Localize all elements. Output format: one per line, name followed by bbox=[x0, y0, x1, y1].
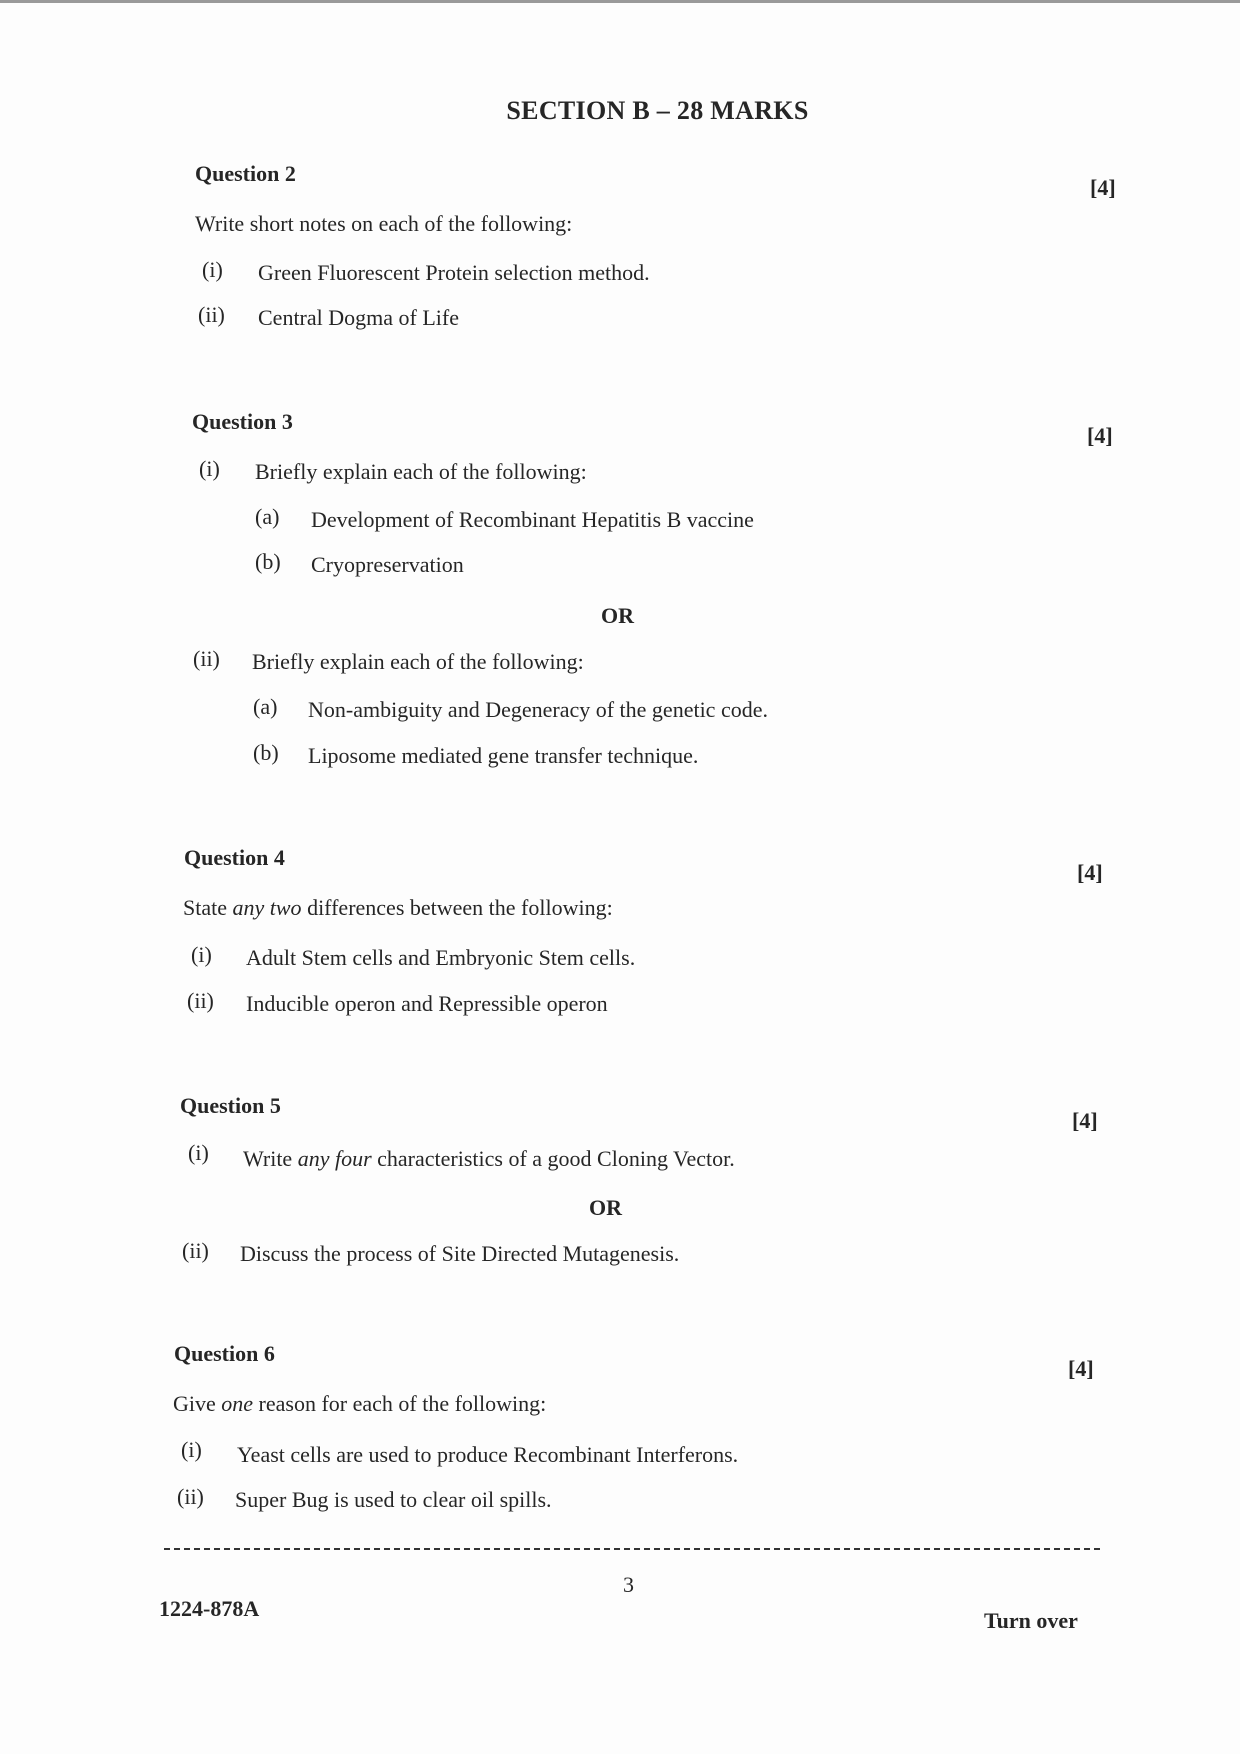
question-5-item-1-pre: Write bbox=[243, 1146, 293, 1171]
question-5-marks: [4] bbox=[1072, 1108, 1098, 1133]
question-2-title: Question 2 bbox=[195, 161, 296, 186]
footer-dashed-rule bbox=[164, 1548, 1100, 1550]
question-6-item-1-text: Yeast cells are used to produce Recombinant Interferons. bbox=[237, 1442, 739, 1467]
question-3-part-1-sub-b-num: (b) bbox=[255, 549, 281, 574]
question-4-marks: [4] bbox=[1077, 860, 1103, 885]
section-title: SECTION B – 28 MARKS bbox=[506, 96, 809, 125]
page-top-edge bbox=[0, 0, 1240, 3]
question-4-item-2-num: (ii) bbox=[187, 988, 214, 1013]
question-2-marks: [4] bbox=[1090, 175, 1116, 200]
question-6-title: Question 6 bbox=[174, 1341, 275, 1366]
question-4-item-2-text: Inducible operon and Repressible operon bbox=[246, 991, 608, 1016]
question-4-title: Question 4 bbox=[184, 845, 285, 870]
question-4-intro bbox=[183, 895, 613, 921]
question-3-title: Question 3 bbox=[192, 409, 293, 434]
question-3-part-2-sub-a-text: Non-ambiguity and Degeneracy of the genetic code. bbox=[308, 697, 768, 722]
question-6-marks: [4] bbox=[1068, 1356, 1094, 1381]
question-5-item-2-num: (ii) bbox=[182, 1238, 209, 1263]
question-3-part-1-sub-b-text: Cryopreservation bbox=[311, 552, 464, 577]
question-3-part-2-text: Briefly explain each of the following: bbox=[252, 649, 584, 674]
question-5-item-1-post: characteristics of a good Cloning Vector. bbox=[377, 1146, 735, 1171]
question-3-or: OR bbox=[601, 603, 634, 628]
question-2-item-1-text: Green Fluorescent Protein selection method. bbox=[258, 260, 650, 285]
question-4-intro-pre: State bbox=[183, 895, 227, 920]
question-3-part-2-num: (ii) bbox=[193, 646, 220, 671]
question-6-intro bbox=[173, 1391, 546, 1417]
question-2-item-1-num: (i) bbox=[202, 257, 223, 282]
question-3-part-1-num: (i) bbox=[199, 456, 220, 481]
question-6-item-2-num: (ii) bbox=[177, 1484, 204, 1509]
question-5-title: Question 5 bbox=[180, 1093, 281, 1118]
question-2-intro: Write short notes on each of the following: bbox=[195, 211, 573, 236]
question-5-item-2-text: Discuss the process of Site Directed Mutagenesis. bbox=[240, 1241, 680, 1266]
question-5-item-1-text bbox=[243, 1146, 735, 1172]
turn-over-label: Turn over bbox=[984, 1608, 1078, 1633]
page-number: 3 bbox=[623, 1572, 634, 1597]
question-4-intro-emphasis: any two bbox=[232, 895, 302, 920]
question-6-item-2-text: Super Bug is used to clear oil spills. bbox=[235, 1487, 552, 1512]
question-4-item-1-num: (i) bbox=[191, 942, 212, 967]
question-3-part-1-sub-a-text: Development of Recombinant Hepatitis B vaccine bbox=[311, 507, 754, 532]
question-3-part-2-sub-b-text: Liposome mediated gene transfer technique. bbox=[308, 743, 699, 768]
question-5-or: OR bbox=[589, 1195, 622, 1220]
question-3-marks: [4] bbox=[1087, 423, 1113, 448]
question-5-item-1-num: (i) bbox=[188, 1140, 209, 1165]
question-3-part-1-text: Briefly explain each of the following: bbox=[255, 459, 587, 484]
question-4-intro-post: differences between the following: bbox=[307, 895, 613, 920]
question-6-item-1-num: (i) bbox=[181, 1437, 202, 1462]
paper-code: 1224-878A bbox=[159, 1596, 260, 1621]
question-3-part-2-sub-a-num: (a) bbox=[253, 694, 278, 719]
question-3-part-2-sub-b-num: (b) bbox=[253, 740, 279, 765]
question-5-item-1-emphasis: any four bbox=[297, 1146, 372, 1171]
question-2-item-2-text: Central Dogma of Life bbox=[258, 305, 459, 330]
question-3-part-1-sub-a-num: (a) bbox=[255, 504, 280, 529]
question-6-intro-pre: Give bbox=[173, 1391, 216, 1416]
question-6-intro-post: reason for each of the following: bbox=[258, 1391, 547, 1416]
question-4-item-1-text: Adult Stem cells and Embryonic Stem cells. bbox=[246, 945, 636, 970]
question-2-item-2-num: (ii) bbox=[198, 302, 225, 327]
question-6-intro-emphasis: one bbox=[221, 1391, 254, 1416]
